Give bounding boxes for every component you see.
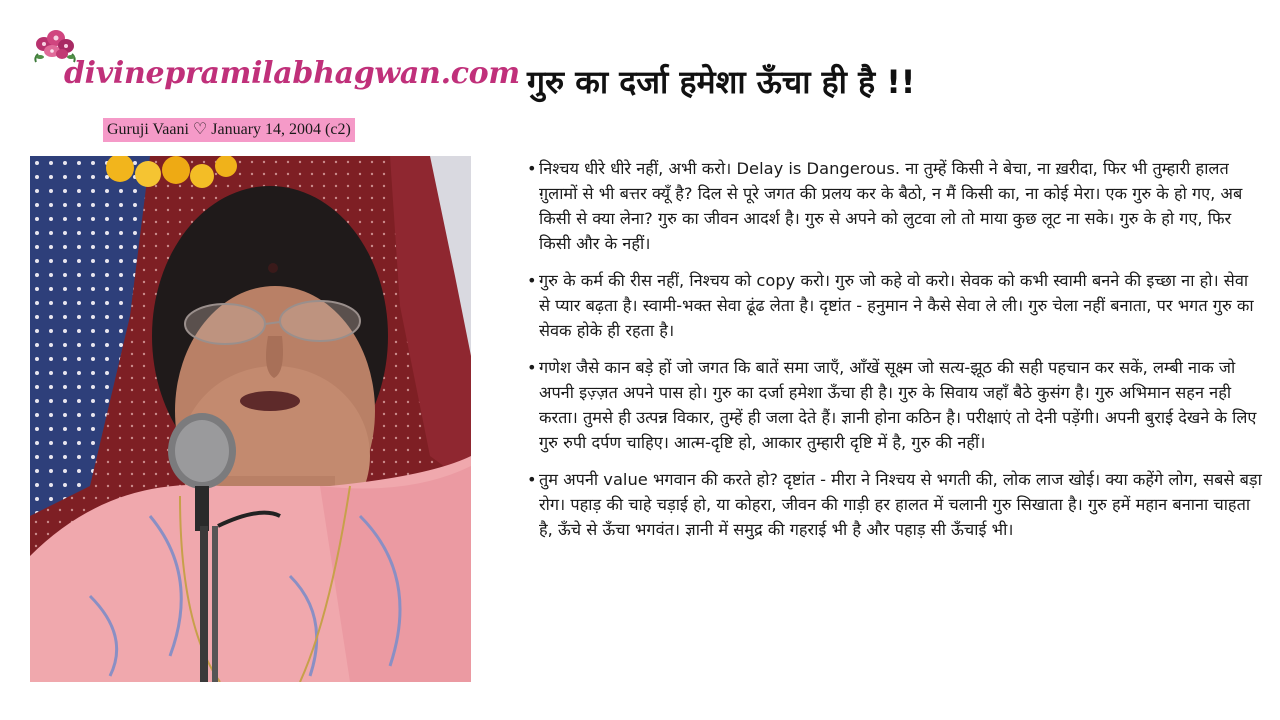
- paragraph-text: निश्चय धीरे धीरे नहीं, अभी करो। Delay is Dangerous. ना तुम्हें किसी ने बेचा, ना ख़रीदा, फिर भी तुम्हारी हालत ग़ुलामों से भी बत्तर क्यूँ है? दिल से पूरे जगत की प्रलय कर के बैठो, न मैं किसी का, ना कोई मेरा। एक गुरु के हो गए, अब किसी से क्या लेना? गुरु का जीवन आदर्श है। गुरु से अपने को लुटवा लो तो माया कुछ लूट ना सके। गुरु के हो गए, फिर किसी और के नहीं।: [539, 159, 1243, 253]
- bullet-dot: •: [527, 271, 537, 290]
- list-item: [527, 156, 1262, 256]
- speaker-photo: [30, 156, 471, 682]
- teaching-list: [527, 156, 1262, 554]
- paragraph-text: तुम अपनी value भगवान की करते हो? दृष्टांत - मीरा ने निश्चय से भगती की, लोक लाज खोई। क्या कहेंगे लोग, सबसे बड़ा रोग। पहाड़ की चाहे चड़ाई हो, या कोहरा, जीवन की गाड़ी हर हालत में चलानी गुरु सिखाता है। गुरु हमें महान बनाना चाहता है, ऊँचे से ऊँचा भगवंत। ज्ञानी में समुद्र की गहराई भी है और पहाड़ सी ऊँचाई भी।: [539, 470, 1262, 539]
- paragraph-text: गुरु के कर्म की रीस नहीं, निश्चय को copy करो। गुरु जो कहे वो करो। सेवक को कभी स्वामी बनने की इच्छा ना हो। सेवा से प्यार बढ़ता है। स्वामी-भक्त सेवा ढूंढ लेता है। दृष्टांत - हनुमान ने कैसे सेवा ले ली। गुरु चेला नहीं बनाता, पर भगत गुरु का सेवक होके ही रहता है।: [539, 271, 1254, 340]
- bullet-dot: •: [527, 358, 537, 377]
- page-title: गुरु का दर्जा हमेशा ऊँचा ही है !!: [527, 63, 916, 101]
- list-item: [527, 355, 1262, 455]
- date-badge: Guruji Vaani ♡ January 14, 2004 (c2): [103, 118, 355, 142]
- paragraph-text: गणेश जैसे कान बड़े हों जो जगत कि बातें समा जाएँ, आँखें सूक्ष्म जो सत्य-झूठ की सही पहचान कर सकें, लम्बी नाक जो अपनी इज़्ज़त अपने पास हो। गुरु का दर्जा हमेशा ऊँचा ही है। गुरु के सिवाय जहाँ बैठे कुसंग है। गुरु अभिमान सहन नही करता। तुमसे ही उत्पन्न विकार, तुम्हें ही जला देते हैं। ज्ञानी होना कठिन है। परीक्षाएं तो देनी पड़ेंगी। अपनी बुराई देखने के लिए गुरु रुपी दर्पण चाहिए। आत्म-दृष्टि हो, आकार तुम्हारी दृष्टि में है, गुरु की नहीं।: [539, 358, 1257, 452]
- bullet-dot: •: [527, 470, 537, 489]
- list-item: [527, 268, 1262, 343]
- site-url[interactable]: divinepramilabhagwan.com: [64, 56, 520, 91]
- bullet-dot: •: [527, 159, 537, 178]
- list-item: [527, 467, 1262, 542]
